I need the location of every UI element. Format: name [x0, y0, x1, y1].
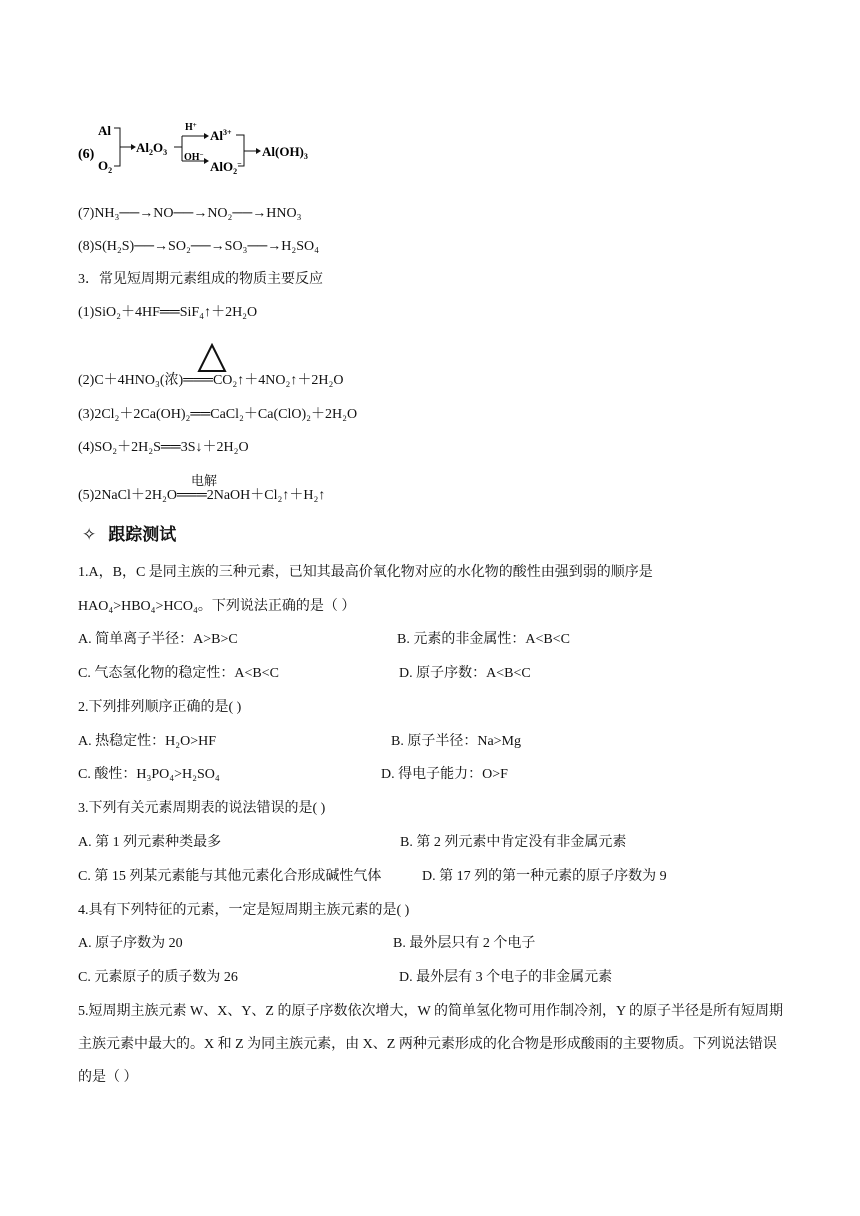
q4-stem: 4.具有下列特征的元素，一定是短周期主族元素的是( )	[78, 903, 410, 918]
q4-option-d: D. 最外层有 3 个电子的非金属元素	[399, 970, 613, 985]
q1-stem-line2: HAO₄>HBO₄>HCO₄。下列说法正确的是（ ）	[78, 599, 356, 614]
q3-option-d: D. 第 17 列的第一种元素的原子序数为 9	[422, 869, 667, 884]
alo2-ion: AlO$_2$−	[210, 159, 242, 176]
h-plus-reagent: H+	[185, 121, 197, 133]
section-heading	[82, 520, 176, 545]
q2-option-d: D. 得电子能力：O>F	[381, 767, 508, 782]
reaction-3-2: (2)C＋4HNO₃(浓)═══CO₂↑＋4NO₂↑＋2H₂O	[78, 373, 344, 388]
oh-minus-reagent: OH−	[184, 151, 204, 163]
heat-triangle-icon	[197, 343, 227, 373]
q4-option-b: B. 最外层只有 2 个电子	[393, 936, 536, 951]
q2-option-b: B. 原子半径：Na>Mg	[391, 734, 522, 749]
reaction-6-label: (6)	[78, 147, 95, 162]
q3-option-c: C. 第 15 列某元素能与其他元素化合形成碱性气体	[78, 869, 382, 884]
aloh3-product: $Al(OH)_3$	[262, 144, 308, 161]
al2o3-product: $Al_2O_3$	[136, 140, 168, 157]
q3-option-b: B. 第 2 列元素中肯定没有非金属元素	[400, 835, 627, 850]
reaction-7: (7)NH₃──→NO──→NO₂──→HNO₃	[78, 206, 302, 221]
aluminum-reaction-diagram	[76, 116, 336, 186]
reaction-8: (8)S(H₂S)──→SO₂──→SO₃──→H₂SO₄	[78, 239, 320, 254]
q1-option-b: B. 元素的非金属性：A<B<C	[397, 632, 570, 647]
o2-reactant: $O_2$	[98, 158, 113, 175]
q4-option-c: C. 元素原子的质子数为 26	[78, 970, 238, 985]
section-3-title: 3．常见短周期元素组成的物质主要反应	[78, 272, 323, 287]
reaction-3-1: (1)SiO₂＋4HF══SiF₄↑＋2H₂O	[78, 305, 258, 320]
reaction-3-4: (4)SO₂＋2H₂S══3S↓＋2H₂O	[78, 440, 249, 455]
q1-option-d: D. 原子序数：A<B<C	[399, 666, 531, 681]
electrolysis-label: 电解	[191, 473, 218, 488]
reaction-3-5: (5)2NaCl＋2H₂O═══2NaOH＋Cl₂↑＋H₂↑	[78, 488, 326, 503]
q3-option-a: A. 第 1 列元素种类最多	[78, 835, 222, 850]
q2-option-a: A. 热稳定性：H₂O>HF	[78, 734, 217, 749]
q1-option-c: C. 气态氢化物的稳定性：A<B<C	[78, 666, 279, 681]
q1-stem-line1: 1.A，B，C 是同主族的三种元素，已知其最高价氧化物对应的水化物的酸性由强到弱的顺序是	[78, 565, 653, 580]
al-reactant: Al	[98, 123, 111, 138]
al3-ion: $Al^{3+}$	[210, 128, 232, 143]
sparkle-icon: ✧	[82, 525, 97, 545]
q3-stem: 3.下列有关元素周期表的说法错误的是( )	[78, 801, 326, 816]
q2-option-c: C. 酸性：H₃PO₄>H₂SO₄	[78, 767, 220, 782]
q4-option-a: A. 原子序数为 20	[78, 936, 183, 951]
q5-stem: 5.短周期主族元素 W、X、Y、Z 的原子序数依次增大，W 的简单氢化物可用作制冷剂，Y 的原子半径是所有短周期主族元素中最大的。X 和 Z 为同主族元素，由 X、Z 两种元素形成的化合物是形成酸雨的主要物质。下列说法错误的是（ ）	[78, 1004, 784, 1085]
q1-option-a: A. 简单离子半径：A>B>C	[78, 632, 238, 647]
reaction-3-3: (3)2Cl₂＋2Ca(OH)₂══CaCl₂＋Ca(ClO)₂＋2H₂O	[78, 407, 358, 422]
heading-text: 跟踪测试	[108, 525, 177, 545]
q2-stem: 2.下列排列顺序正确的是( )	[78, 700, 242, 715]
